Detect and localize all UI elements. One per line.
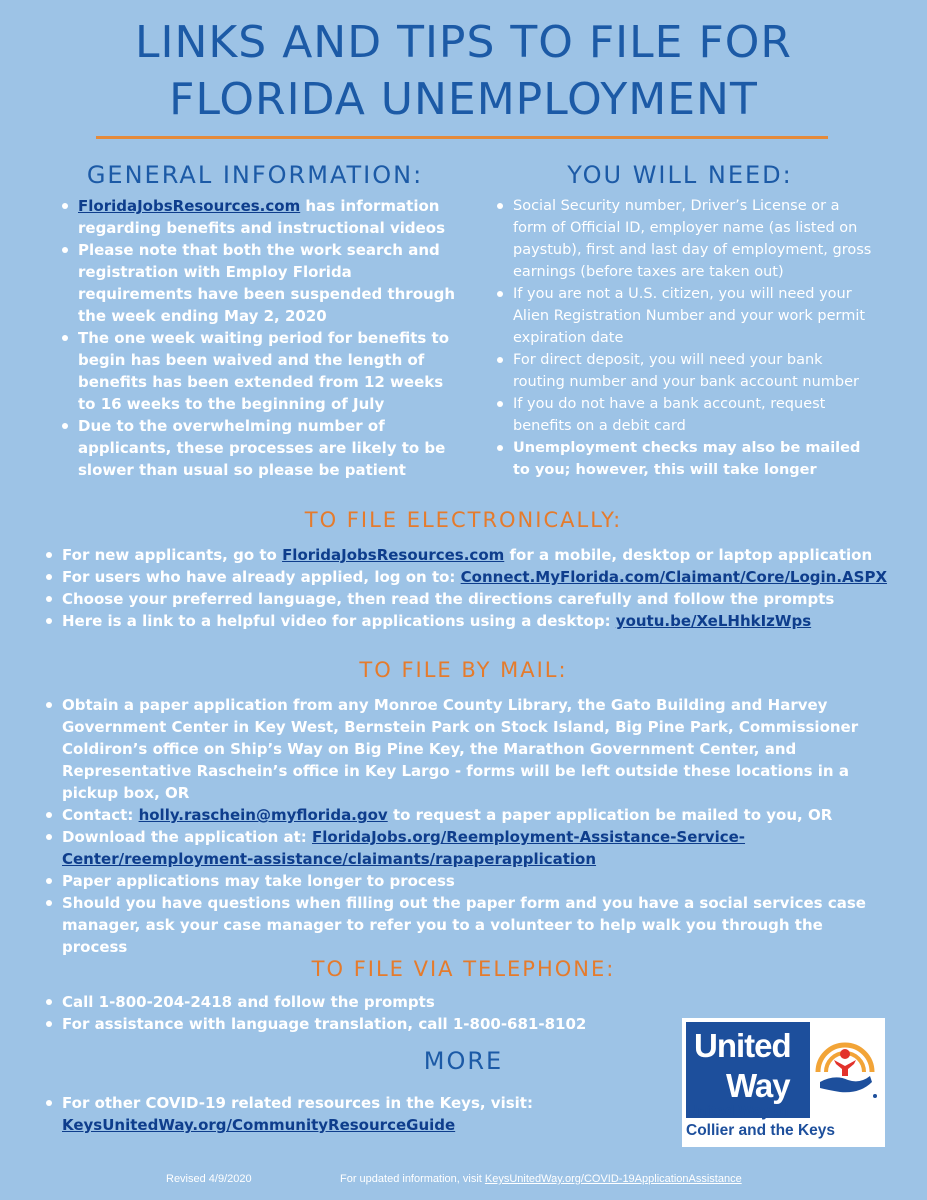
logo-word-united: United — [694, 1027, 791, 1064]
title-line-1: LINKS AND TIPS TO FILE FOR — [135, 17, 792, 68]
file-by-mail-heading: TO FILE BY MAIL: — [359, 658, 568, 682]
list-item: Call 1-800-204-2418 and follow the prompts — [46, 991, 666, 1013]
file-electronically-list — [46, 544, 896, 632]
list-item: For other COVID-19 related resources in the Keys, visit: KeysUnitedWay.org/CommunityResourceGuide — [46, 1092, 646, 1136]
united-way-logo — [682, 1018, 885, 1147]
logo-caption: United Way of Collier and the Keys — [686, 1103, 836, 1139]
list-item: Here is a link to a helpful video for applications using a desktop: youtu.be/XeLHhkIzWps — [46, 610, 896, 632]
list-item: Due to the overwhelming number of applicants, these processes are likely to be slower than usual so please be patient — [62, 415, 457, 481]
list-item: Choose your preferred language, then read the directions carefully and follow the prompts — [46, 588, 896, 610]
list-item: For new applicants, go to FloridaJobsResources.com for a mobile, desktop or laptop application — [46, 544, 896, 566]
connect-myflorida-link[interactable]: Connect.MyFlorida.com/Claimant/Core/Login.ASPX — [460, 568, 888, 586]
list-item: If you do not have a bank account, request benefits on a debit card — [497, 393, 877, 437]
list-item: If you are not a U.S. citizen, you will need your Alien Registration Number and your work permit expiration date — [497, 283, 877, 349]
youtube-video-link[interactable]: youtu.be/XeLHhkIzWps — [615, 612, 812, 630]
file-by-mail-list — [46, 694, 886, 958]
list-item: The one week waiting period for benefits to begin has been waived and the length of benefits has been extended from 12 weeks to 16 weeks to the beginning of July — [62, 327, 457, 415]
revised-date: Revised 4/9/2020 — [166, 1173, 252, 1185]
floridajobsresources-link[interactable]: FloridaJobsResources.com — [78, 197, 301, 215]
list-item: Unemployment checks may also be mailed to you; however, this will take longer — [497, 437, 877, 481]
page-title — [0, 14, 927, 128]
you-will-need-list — [497, 195, 877, 481]
general-info-list — [62, 195, 457, 481]
list-item: For direct deposit, you will need your bank routing number and your bank account number — [497, 349, 877, 393]
community-resource-guide-link[interactable]: KeysUnitedWay.org/CommunityResourceGuide — [62, 1116, 456, 1134]
you-will-need-heading: YOU WILL NEED: — [567, 161, 793, 189]
file-via-telephone-heading: TO FILE VIA TELEPHONE: — [311, 957, 616, 981]
email-link[interactable]: holly.raschein@myflorida.gov — [138, 806, 388, 824]
list-item: Download the application at: FloridaJobs.org/Reemployment-Assistance-Service-Center/reemployment-assistance/claimants/rapaperapplication — [46, 826, 886, 870]
footer-updated-info: For updated information, visit KeysUnitedWay.org/COVID-19ApplicationAssistance — [340, 1173, 742, 1185]
logo-word-way: Way — [726, 1067, 790, 1104]
covid-application-assistance-link[interactable]: KeysUnitedWay.org/COVID-19ApplicationAssistance — [484, 1173, 742, 1185]
list-item: Obtain a paper application from any Monroe County Library, the Gato Building and Harvey Government Center in Key West, Bernstein Park on Stock Island, Big Pine Park, Commissioner Coldiron’s office on Ship’s Way on Big Pine Key, the Marathon Government Center, and Representative Raschein’s office in Key Largo - forms will be left outside these locations in a pickup box, OR — [46, 694, 886, 804]
floridajobsresources-link[interactable]: FloridaJobsResources.com — [282, 546, 505, 564]
file-electronically-heading: TO FILE ELECTRONICALLY: — [304, 508, 623, 532]
general-info-heading: GENERAL INFORMATION: — [86, 161, 424, 189]
list-item: FloridaJobsResources.com has information regarding benefits and instructional videos — [62, 195, 457, 239]
list-item: For users who have already applied, log on to: Connect.MyFlorida.com/Claimant/Core/Login.ASPX — [46, 566, 896, 588]
paper-application-link[interactable]: FloridaJobs.org/Reemployment-Assistance-Service-Center/reemployment-assistance/claimants/rapaperapplication — [62, 828, 746, 868]
list-item: Please note that both the work search and registration with Employ Florida requirements have been suspended through the week ending May 2, 2020 — [62, 239, 457, 327]
list-item: Should you have questions when filling out the paper form and you have a social services case manager, ask your case manager to refer you to a volunteer to help walk you through the process — [46, 892, 886, 958]
more-list — [46, 1092, 646, 1136]
more-heading: MORE — [423, 1047, 504, 1075]
title-line-2: FLORIDA UNEMPLOYMENT — [169, 74, 758, 125]
list-item: Contact: holly.raschein@myflorida.gov to request a paper application be mailed to you, OR — [46, 804, 886, 826]
list-item: Paper applications may take longer to process — [46, 870, 886, 892]
list-item: For assistance with language translation, call 1-800-681-8102 — [46, 1013, 666, 1035]
title-divider — [96, 136, 828, 139]
list-item: Social Security number, Driver’s License or a form of Official ID, employer name (as listed on paystub), first and last day of employment, gross earnings (before taxes are taken out) — [497, 195, 877, 283]
file-via-telephone-list — [46, 991, 666, 1035]
